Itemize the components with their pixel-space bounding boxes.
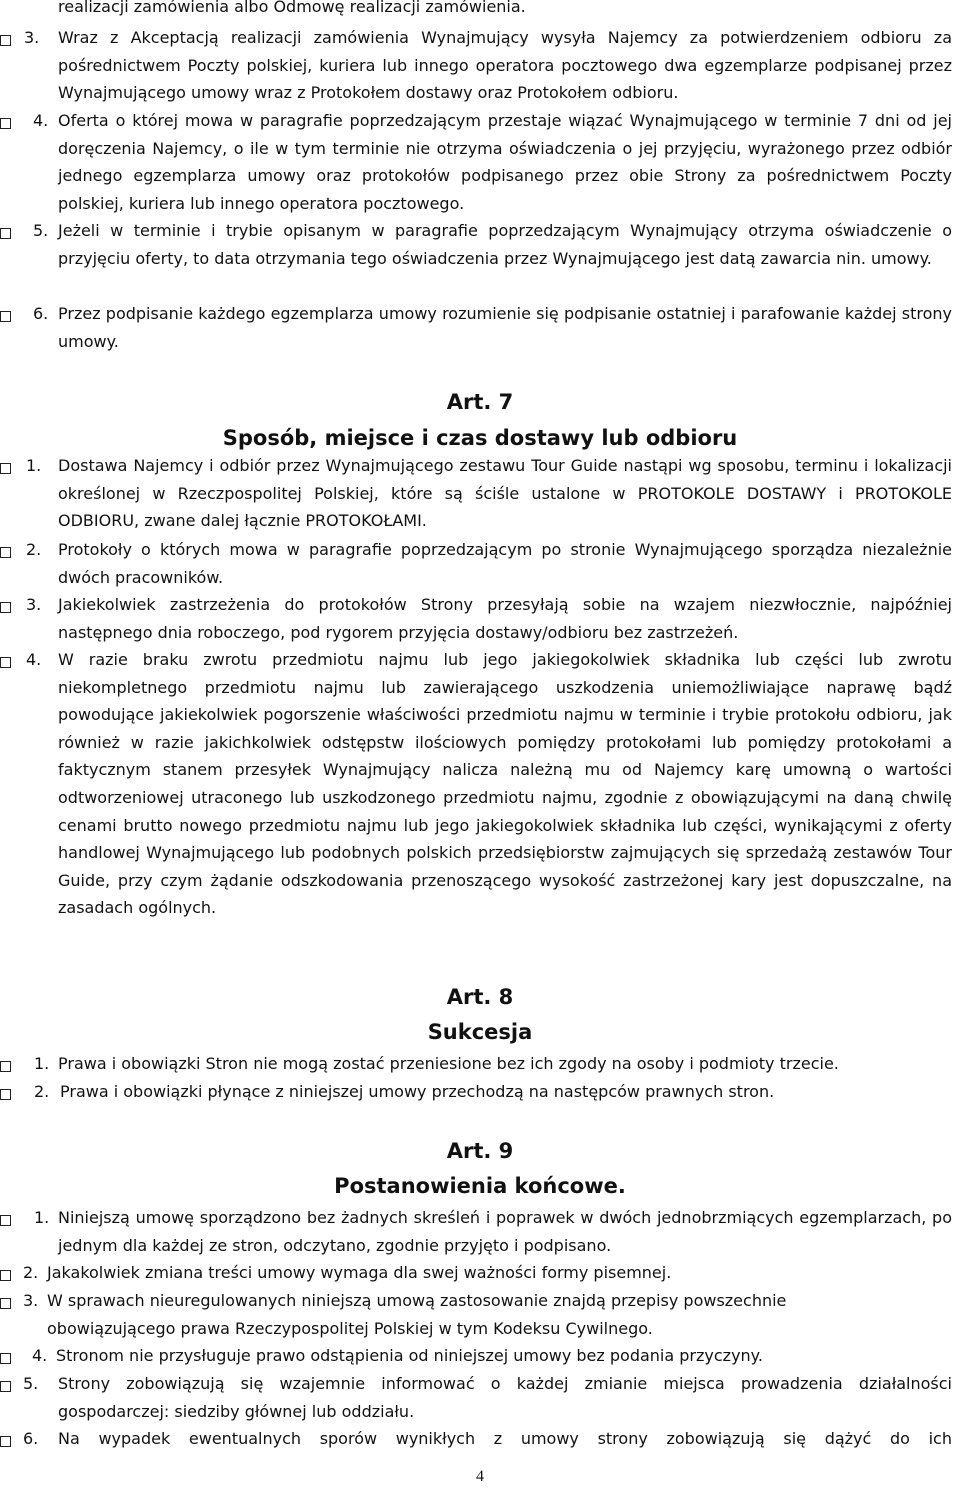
list-bullet-icon <box>0 1436 11 1447</box>
art9-item-4: 4. Stronom nie przysługuje prawo odstąpienia od niniejszej umowy bez podania przyczyny. <box>0 1342 956 1370</box>
art9-item-6: 6. Na wypadek ewentualnych sporów wynikłych z umowy strony zobowiązują się dążyć do ich <box>0 1425 956 1453</box>
art7-item-2: 2. Protokoły o których mowa w paragrafie poprzedzającym po stronie Wynajmującego sporządza niezależnie dwóch pracowników. <box>0 536 956 592</box>
art7-item-1: 1. Dostawa Najemcy i odbiór przez Wynajmującego zestawu Tour Guide nastąpi wg sposobu, terminu i lokalizacji określonej w Rzeczpospolitej Polskiej, które są ściśle ustalone w PROTOKOLE DOSTAWY i PROTOKOLE ODBIORU, zwane dalej łącznie PROTOKOŁAMI. <box>0 452 956 536</box>
list-bullet-icon <box>0 228 11 239</box>
art9-item-5: 5. Strony zobowiązują się wzajemnie informować o każdej zmianie miejsca prowadzenia działalności gospodarczej: siedziby głównej lub oddziału. <box>0 1370 956 1426</box>
art9-subtitle: Postanowienia końcowe. <box>334 1174 626 1198</box>
list-bullet-icon <box>0 1381 11 1392</box>
list-bullet-icon <box>0 1298 11 1309</box>
art8-item-1: 1. Prawa i obowiązki Stron nie mogą zostać przeniesione bez ich zgody na osoby i podmioty trzecie. <box>0 1050 956 1078</box>
art7-item-3: 3. Jakiekolwiek zastrzeżenia do protokołów Strony przesyłają sobie na wzajem niezwłocznie, najpóźniej następnego dnia roboczego, pod rygorem przyjęcia dostawy/odbioru bez zastrzeżeń. <box>0 591 956 647</box>
art9-title: Art. 9 <box>446 1139 514 1163</box>
list-bullet-icon <box>0 1061 11 1072</box>
art6-item-6: 6. Przez podpisanie każdego egzemplarza umowy rozumienie się podpisanie ostatniej i parafowanie każdej strony umowy. <box>0 300 956 356</box>
list-bullet-icon <box>0 1215 11 1226</box>
list-bullet-icon <box>0 1089 11 1100</box>
art8-title: Art. 8 <box>446 985 514 1009</box>
list-bullet-icon <box>0 1270 11 1281</box>
list-bullet-icon <box>0 311 11 322</box>
art8-item-2: 2. Prawa i obowiązki płynące z niniejszej umowy przechodzą na następców prawnych stron. <box>0 1078 956 1106</box>
art9-item-2: 2. Jakakolwiek zmiana treści umowy wymaga dla swej ważności formy pisemnej. <box>0 1259 956 1287</box>
art6-item-3: 3. Wraz z Akceptacją realizacji zamówienia Wynajmujący wysyła Najemcy za potwierdzeniem odbioru za pośrednictwem Poczty polskiej, kuriera lub innego operatora pocztowego dwa egzemplarze podpisanej przez Wynajmującego umowy wraz z Protokołem dostawy oraz Protokołem odbioru. <box>0 24 956 108</box>
art7-subtitle: Sposób, miejsce i czas dostawy lub odbioru <box>222 426 738 450</box>
art9-item-3: 3. W sprawach nieuregulowanych niniejszą umową zastosowanie znajdą przepisy powszechnie obowiązującego prawa Rzeczypospolitej Polskiej w tym Kodeksu Cywilnego. <box>0 1287 956 1343</box>
list-bullet-icon <box>0 35 11 46</box>
list-bullet-icon <box>0 657 11 668</box>
art6-item-4: 4. Oferta o której mowa w paragrafie poprzedzającym przestaje wiązać Wynajmującego w terminie 7 dni od jej doręczenia Najemcy, o ile w tym terminie nie otrzyma oświadczenia o jej przyjęciu, wyrażonego przez odbiór jednego egzemplarza umowy oraz protokołów podpisanego przez obie Strony za pośrednictwem Poczty polskiej, kuriera lub innego operatora pocztowego. <box>0 107 956 219</box>
list-bullet-icon <box>0 602 11 613</box>
list-bullet-icon <box>0 118 11 129</box>
list-bullet-icon <box>0 463 11 474</box>
art8-subtitle: Sukcesja <box>427 1020 533 1044</box>
continuation-line: realizacji zamówienia albo Odmowę realizacji zamówienia. <box>58 0 526 16</box>
list-bullet-icon <box>0 547 11 558</box>
art9-item-1: 1. Niniejszą umowę sporządzono bez żadnych skreśleń i poprawek w dwóch jednobrzmiących egzemplarzach, po jednym dla każdej ze stron, odczytano, zgodnie przyjęto i podpisano. <box>0 1204 956 1260</box>
art7-title: Art. 7 <box>446 390 514 414</box>
art6-item-5: 5. Jeżeli w terminie i trybie opisanym w paragrafie poprzedzającym Wynajmujący otrzyma oświadczenie o przyjęciu oferty, to data otrzymania tego oświadczenia przez Wynajmującego jest datą zawarcia nin. umowy. <box>0 217 956 301</box>
list-bullet-icon <box>0 1353 11 1364</box>
page-number: 4 <box>476 1468 484 1485</box>
art7-item-4: 4. W razie braku zwrotu przedmiotu najmu lub jego jakiegokolwiek składnika lub części lub zwrotu niekompletnego przedmiotu najmu lub zawierającego uszkodzenia uniemożliwiające naprawę bądź powodujące jakiekolwiek pogorszenie właściwości przedmiotu najmu w terminie i trybie protokołu odbioru, jak również w razie jakichkolwiek odstępstw ilościowych pomiędzy protokołami lub pomiędzy protokołami a faktycznym stanem przesyłek Wynajmujący nalicza należną mu od Najemcy karę umowną o wartości odtworzeniowej utraconego lub uszkodzonego przedmiotu najmu, zgodnie z obowiązującymi na daną chwilę cenami brutto nowego przedmiotu najmu lub jego jakiegokolwiek składnika lub części, wynikającymi z oferty handlowej Wynajmującego lub podobnych polskich przedsiębiorstw zajmujących się sprzedażą zestawów Tour Guide, przy czym żądanie odszkodowania przenoszącego wysokość zastrzeżonej kary jest dopuszczalne, na zasadach ogólnych. <box>0 646 956 952</box>
